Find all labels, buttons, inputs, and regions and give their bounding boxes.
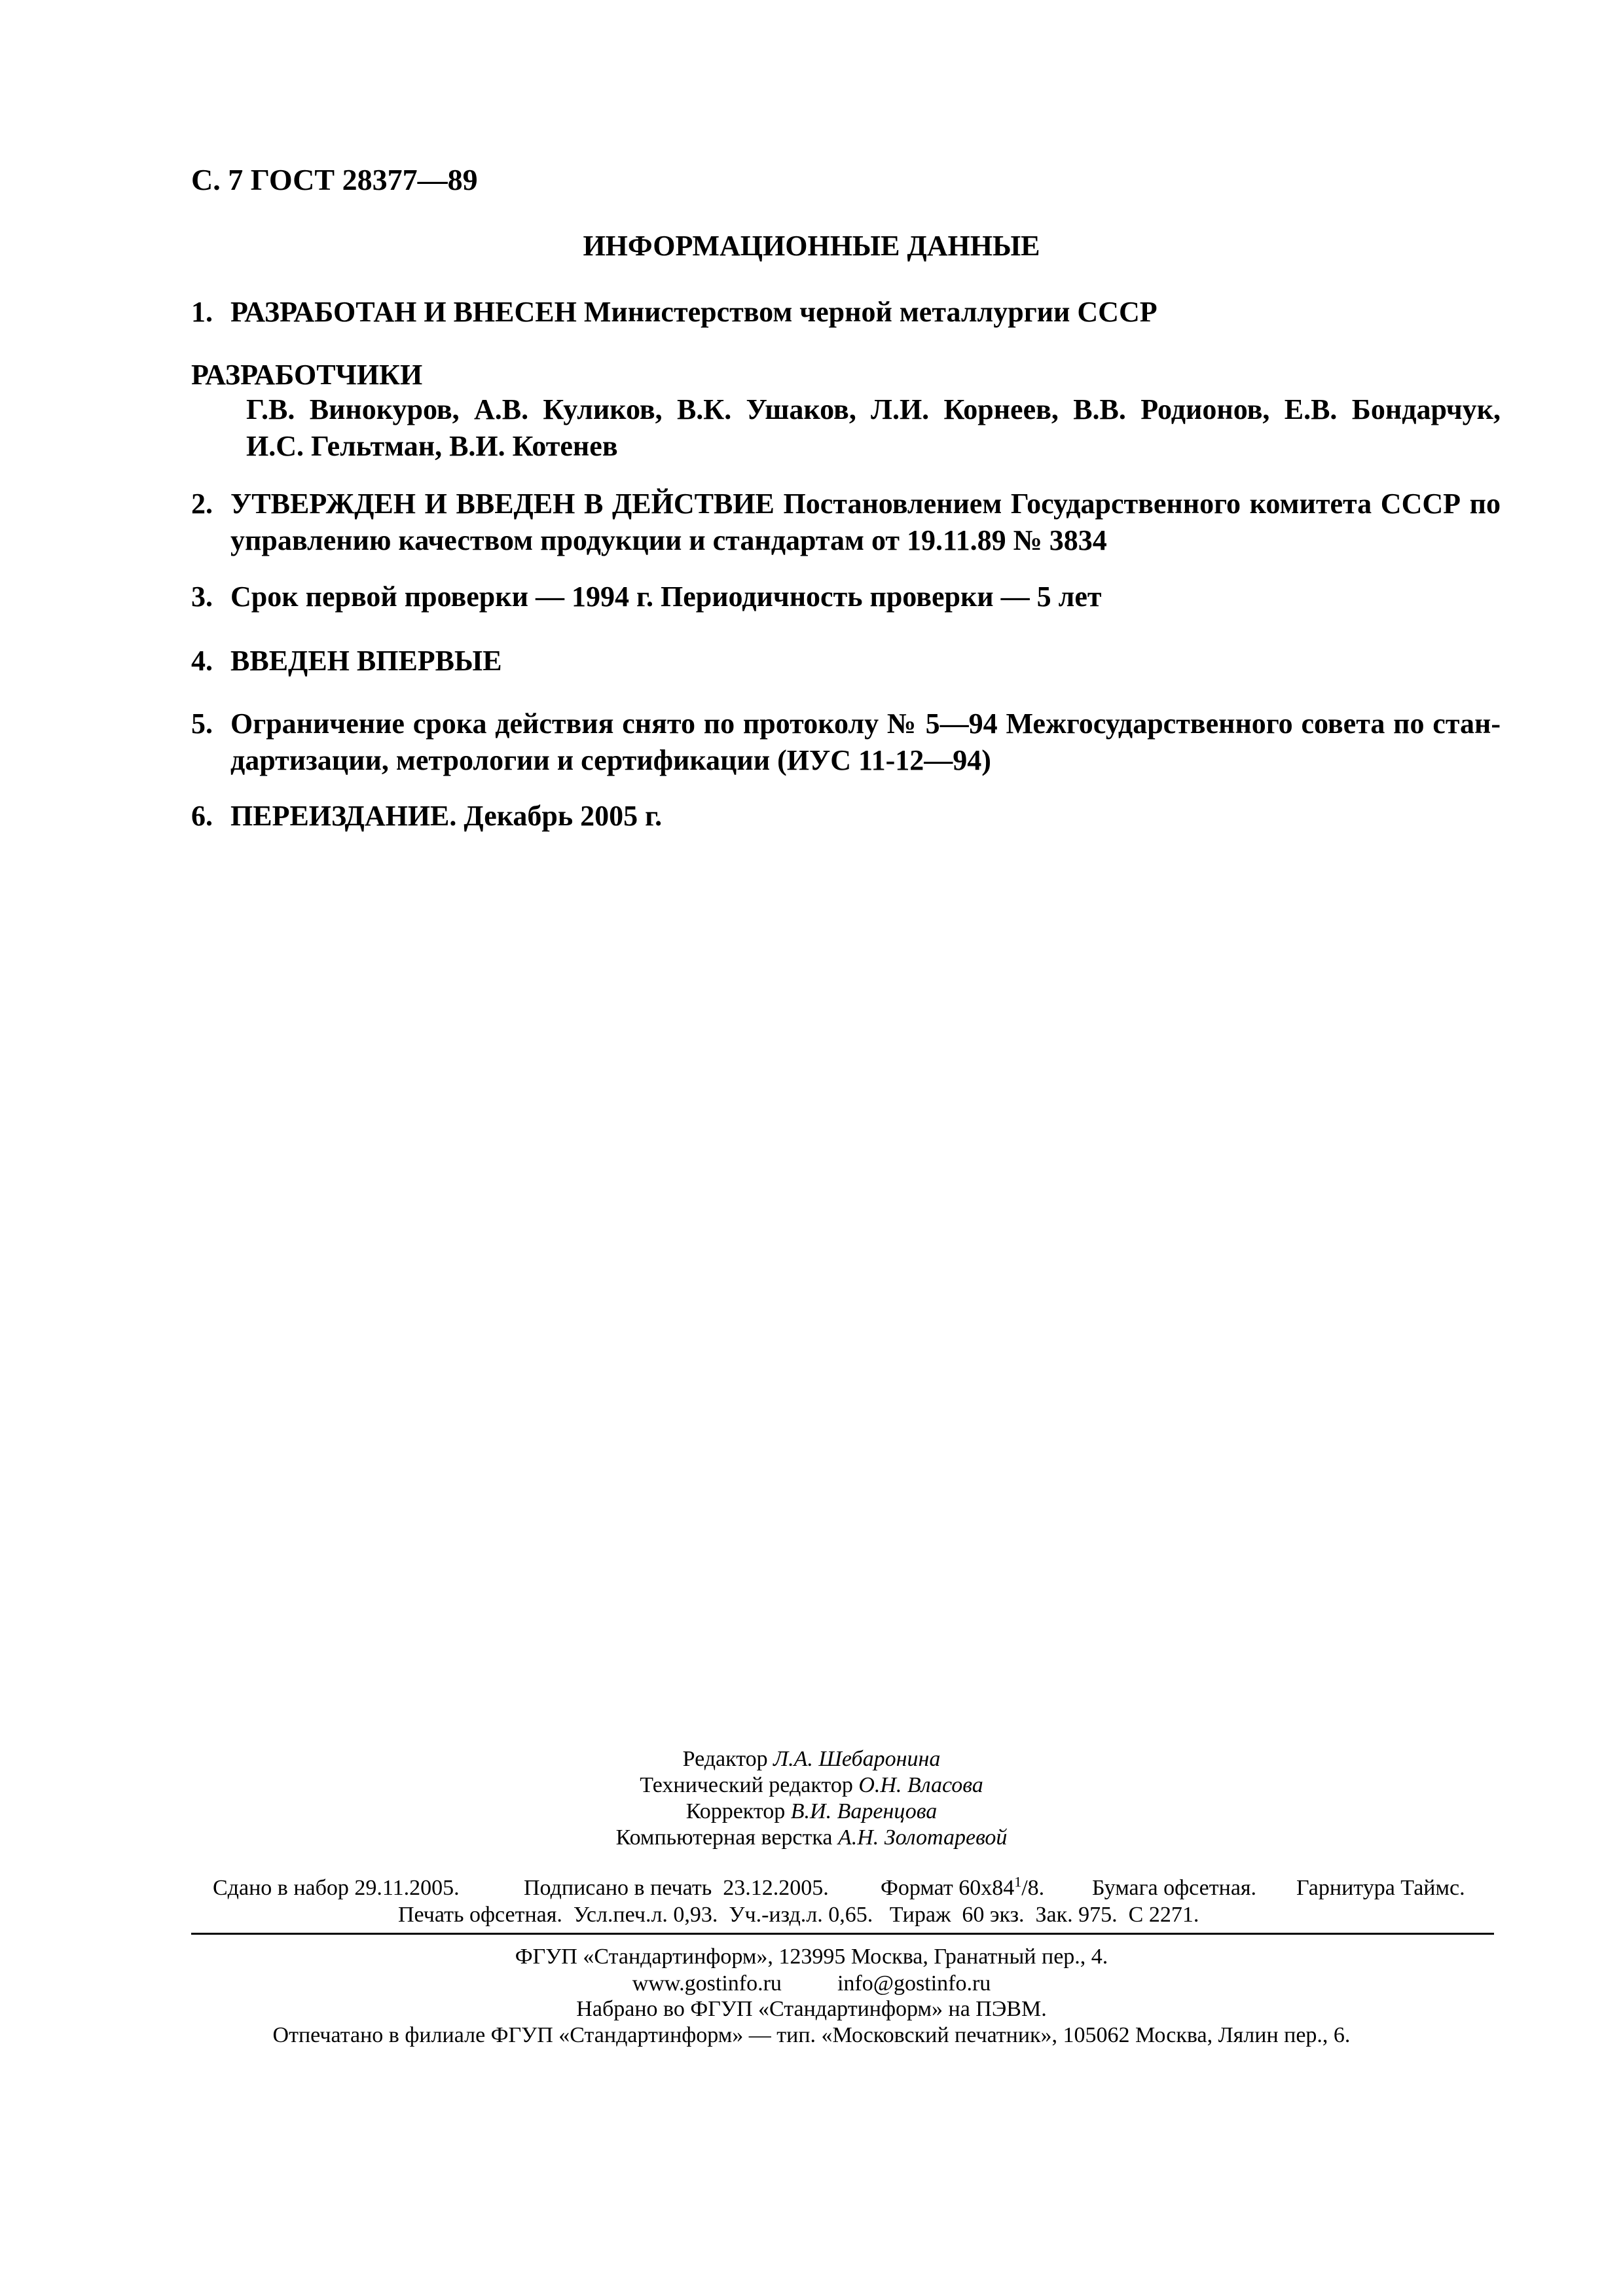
imprint-typeface: Гарнитура Таймс. [1296, 1876, 1465, 1900]
item-2-line-1 [230, 486, 1501, 522]
item-1 [191, 294, 1501, 331]
publisher-contacts [0, 1971, 1623, 1997]
item-text: Министерством черной металлургии СССР [576, 296, 1158, 328]
credit-editor: Редактор Л.А. Шебаронина [682, 1747, 941, 1771]
credit-corrector: Корректор В.И. Варенцова [685, 1799, 938, 1823]
item-text: ПЕРЕИЗДАНИЕ. Декабрь 2005 г. [230, 800, 663, 832]
publisher-web: www.gostinfo.ru [632, 1971, 782, 1996]
publisher-email: info@gostinfo.ru [837, 1971, 991, 1996]
credit-layout: Компьютерная верстка А.Н. Золотаревой [615, 1825, 1008, 1850]
imprint-paper: Бумага офсетная. [1092, 1876, 1257, 1900]
item-2-line-2: управлению качеством продукции и стандартам от 19.11.89 № 3834 [230, 524, 1107, 556]
item-text: Постановлением Государственного комитета СССР по [774, 488, 1501, 520]
imprint-format: Формат $60х84^1/8$. [881, 1873, 1045, 1900]
item-5-line-2: дартизации, метрологии и сертификации (ИУС 11-12—94) [230, 744, 991, 776]
publisher-line-3: Набрано во ФГУП «Стандартинформ» на ПЭВМ. [576, 1997, 1047, 2021]
item-number: 2. [191, 488, 213, 520]
item-text: ВВЕДЕН ВПЕРВЫЕ [230, 645, 502, 677]
imprint-line-2: Печать офсетная. Усл.печ.л. 0,93. Уч.-изд.л. 0,65. Тираж 60 экз. Зак. 975. С 2271. [398, 1903, 1199, 1927]
item-number: 6. [191, 800, 213, 832]
credits-block [0, 1746, 1623, 1851]
item-5 [191, 706, 1501, 779]
credit-tech-editor: Технический редактор О.Н. Власова [640, 1773, 983, 1797]
developers-line-2: И.С. Гельтман, В.И. Котенев [246, 430, 618, 462]
publisher-line-1: ФГУП «Стандартинформ», 123995 Москва, Гранатный пер., 4. [515, 1945, 1108, 1969]
item-lead: РАЗРАБОТАН И ВНЕСЕН [230, 296, 577, 328]
item-number: 1. [191, 296, 213, 328]
imprint-signed: Подписано в печать 23.12.2005. [524, 1876, 829, 1900]
item-5-line-1: Ограничение срока действия снято по протоколу № 5—94 Межгосударственного совета по стан- [230, 708, 1501, 740]
item-6 [191, 798, 1501, 834]
item-number: 4. [191, 645, 213, 677]
developers-line-1: Г.В. Винокуров, А.В. Куликов, В.К. Ушаков, Л.И. Корнеев, В.В. Родионов, Е.В. Бондарчук, [246, 393, 1501, 425]
item-3 [191, 579, 1501, 615]
item-4 [191, 643, 1501, 679]
section-title: ИНФОРМАЦИОННЫЕ ДАННЫЕ [583, 230, 1040, 262]
item-2 [191, 486, 1501, 559]
page-header: С. 7 ГОСТ 28377—89 [191, 163, 478, 196]
item-lead: УТВЕРЖДЕН И ВВЕДЕН В ДЕЙСТВИЕ [230, 488, 775, 520]
publisher-line-4: Отпечатано в филиале ФГУП «Стандартинформ» — тип. «Московский печатник», 105062 Москва, Лялин пер., 6. [272, 2023, 1351, 2047]
imprint-sent: Сдано в набор 29.11.2005. [213, 1876, 460, 1900]
item-text: Срок первой проверки — 1994 г. Периодичность проверки — 5 лет [230, 581, 1102, 613]
item-number: 3. [191, 581, 213, 613]
developers-label: РАЗРАБОТЧИКИ [191, 359, 423, 391]
developers-names [246, 391, 1501, 465]
divider-rule [191, 1933, 1494, 1935]
item-number: 5. [191, 708, 213, 740]
